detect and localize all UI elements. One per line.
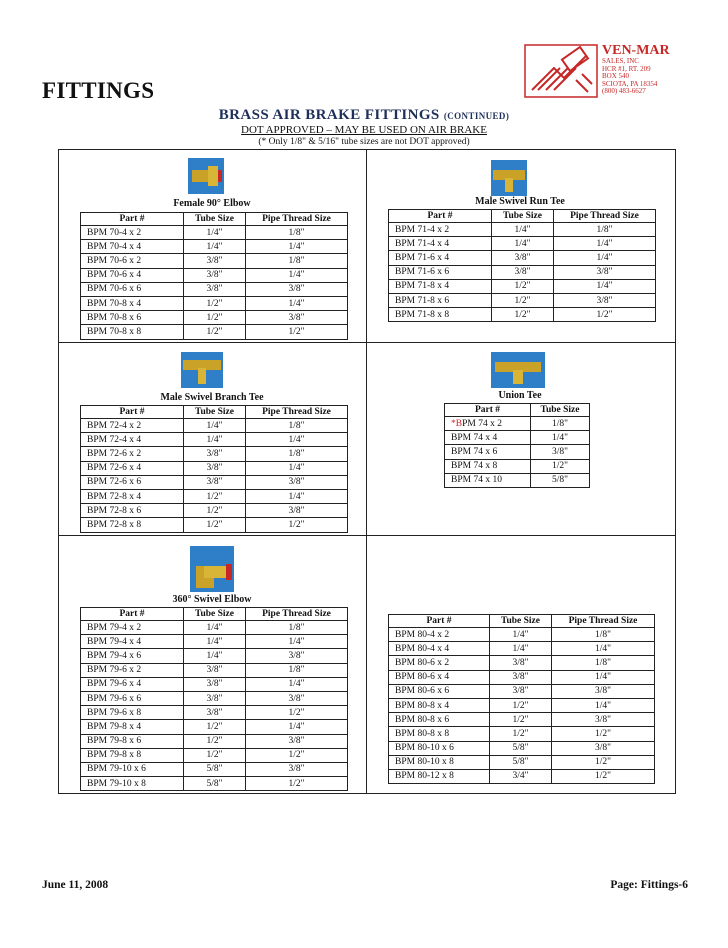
col-header-tube: Tube Size	[184, 213, 246, 226]
pipe-thread-cell: 1/4"	[246, 677, 348, 691]
part-number-cell: BPM 72-8 x 4	[81, 489, 184, 503]
table-row	[445, 473, 590, 487]
part-number-cell: BPM 80-8 x 6	[389, 713, 490, 727]
table-row	[81, 720, 348, 734]
part-number-cell: BPM 72-4 x 2	[81, 419, 184, 433]
pipe-thread-cell: 1/8"	[552, 656, 655, 670]
tube-size-cell: 3/8"	[184, 706, 246, 720]
table-row	[81, 475, 348, 489]
pipe-thread-cell: 3/8"	[554, 265, 656, 279]
parts-table-run-tee	[388, 209, 656, 322]
tube-size-cell: 1/2"	[492, 279, 554, 293]
tube-size-cell: 1/2"	[490, 698, 552, 712]
part-number-cell: BPM 80-4 x 4	[389, 642, 490, 656]
table-row	[81, 325, 348, 339]
col-header-pipe: Pipe Thread Size	[246, 608, 348, 621]
tube-size-cell: 1/8"	[531, 417, 590, 431]
pipe-thread-cell: 1/2"	[246, 777, 348, 791]
table-row	[445, 445, 590, 459]
table-row	[389, 755, 655, 769]
male-branch-tee-photo-icon	[181, 352, 223, 388]
logo-mark-icon	[524, 44, 598, 98]
tube-size-cell: 3/8"	[492, 251, 554, 265]
table-row	[389, 698, 655, 712]
table-row	[389, 237, 656, 251]
part-number-cell: BPM 74 x 4	[445, 431, 531, 445]
tube-size-cell: 1/4"	[184, 240, 246, 254]
table-row	[81, 691, 348, 705]
pipe-thread-cell: 1/4"	[246, 489, 348, 503]
grid-divider-row-1	[58, 342, 676, 343]
footer-page-number: Page: Fittings-6	[610, 879, 688, 891]
logo-brand: VEN-MAR	[602, 43, 670, 58]
pipe-thread-cell: 1/4"	[246, 720, 348, 734]
table-row	[389, 684, 655, 698]
pipe-thread-cell: 1/4"	[246, 461, 348, 475]
part-number-cell: BPM 80-8 x 4	[389, 698, 490, 712]
table-row	[81, 282, 348, 296]
tube-size-cell: 1/2"	[184, 296, 246, 310]
tube-size-cell: 3/8"	[184, 254, 246, 268]
tube-size-cell: 3/8"	[492, 265, 554, 279]
table-row	[389, 713, 655, 727]
col-header-tube: Tube Size	[490, 615, 552, 628]
part-number-cell: BPM 79-4 x 2	[81, 621, 184, 635]
male-run-tee-photo-icon	[491, 160, 527, 196]
tube-size-cell: 1/4"	[184, 226, 246, 240]
part-number-cell: BPM 74 x 8	[445, 459, 531, 473]
part-number-cell: BPM 80-8 x 8	[389, 727, 490, 741]
product-title-run-tee: Male Swivel Run Tee	[475, 196, 565, 207]
footer-date: June 11, 2008	[42, 879, 109, 891]
table-row	[389, 308, 656, 322]
part-number-cell: BPM 80-6 x 4	[389, 670, 490, 684]
table-row	[445, 459, 590, 473]
table-row	[389, 727, 655, 741]
table-row	[81, 254, 348, 268]
part-number-cell: BPM 72-6 x 4	[81, 461, 184, 475]
pipe-thread-cell: 3/8"	[554, 293, 656, 307]
grid-divider-vertical	[366, 149, 367, 794]
parts-table-swivel-elbow	[80, 607, 348, 791]
part-number-cell: BPM 79-4 x 4	[81, 635, 184, 649]
pipe-thread-cell: 3/8"	[246, 282, 348, 296]
table-row	[81, 419, 348, 433]
pipe-thread-cell: 3/8"	[552, 713, 655, 727]
part-number-cell: BPM 71-6 x 4	[389, 251, 492, 265]
tube-size-cell: 1/2"	[184, 504, 246, 518]
col-header-pipe: Pipe Thread Size	[246, 213, 348, 226]
table-row	[81, 433, 348, 447]
tube-size-cell: 3/8"	[184, 268, 246, 282]
tube-size-cell: 5/8"	[490, 741, 552, 755]
pipe-thread-cell: 1/4"	[552, 642, 655, 656]
logo-address: SALES, INC HCR #1, RT. 209 BOX 540 SCIOTA, PA 18354 (800) 483-6627	[602, 57, 658, 96]
table-row	[81, 663, 348, 677]
part-number-cell: BPM 79-6 x 8	[81, 706, 184, 720]
pipe-thread-cell: 1/2"	[246, 325, 348, 339]
table-row	[445, 431, 590, 445]
pipe-thread-cell: 1/2"	[246, 748, 348, 762]
col-header-part: Part #	[81, 406, 184, 419]
table-row	[445, 417, 590, 431]
part-number-cell: BPM 79-6 x 6	[81, 691, 184, 705]
table-row	[81, 504, 348, 518]
col-header-part: Part #	[81, 213, 184, 226]
tube-size-cell: 1/2"	[490, 713, 552, 727]
tube-size-cell: 1/4"	[490, 642, 552, 656]
page-title: FITTINGS	[42, 78, 155, 103]
part-number-cell: BPM 70-6 x 2	[81, 254, 184, 268]
pipe-thread-cell: 1/8"	[552, 628, 655, 642]
part-number-cell: BPM 80-6 x 2	[389, 656, 490, 670]
tube-size-cell: 1/2"	[492, 293, 554, 307]
part-number-cell: BPM 72-4 x 4	[81, 433, 184, 447]
part-number-cell: BPM 70-4 x 4	[81, 240, 184, 254]
tube-size-cell: 3/8"	[184, 677, 246, 691]
tube-size-cell: 3/8"	[490, 670, 552, 684]
table-row	[389, 656, 655, 670]
col-header-tube: Tube Size	[184, 406, 246, 419]
tube-size-cell: 1/4"	[490, 628, 552, 642]
tube-size-cell: 1/4"	[184, 635, 246, 649]
tube-size-cell: 3/8"	[490, 656, 552, 670]
pipe-thread-cell: 3/8"	[246, 691, 348, 705]
pipe-thread-cell: 1/2"	[552, 769, 655, 783]
table-row	[81, 268, 348, 282]
pipe-thread-cell: 1/8"	[246, 621, 348, 635]
tube-size-cell: 1/2"	[184, 325, 246, 339]
part-number-cell: BPM 79-8 x 8	[81, 748, 184, 762]
part-number-cell: BPM 80-12 x 8	[389, 769, 490, 783]
tube-size-cell: 3/8"	[184, 475, 246, 489]
pipe-thread-cell: 1/8"	[246, 419, 348, 433]
grid-divider-row-2	[58, 535, 676, 536]
tube-size-cell: 1/4"	[492, 237, 554, 251]
tube-size-cell: 3/8"	[184, 663, 246, 677]
part-number-cell: BPM 74 x 6	[445, 445, 531, 459]
pipe-thread-cell: 1/4"	[554, 279, 656, 293]
product-title-female-elbow: Female 90° Elbow	[173, 198, 251, 209]
table-row	[389, 741, 655, 755]
table-row	[389, 223, 656, 237]
table-row	[81, 762, 348, 776]
tube-size-cell: 1/4"	[184, 621, 246, 635]
table-row	[81, 226, 348, 240]
tube-size-cell: 1/2"	[184, 489, 246, 503]
tube-size-cell: 1/2"	[184, 518, 246, 532]
pipe-thread-cell: 3/8"	[552, 684, 655, 698]
tube-size-cell: 1/4"	[492, 223, 554, 237]
table-row	[389, 279, 656, 293]
col-header-tube: Tube Size	[531, 404, 590, 417]
product-title-swivel-elbow: 360° Swivel Elbow	[172, 594, 252, 605]
part-number-cell: BPM 72-8 x 8	[81, 518, 184, 532]
part-number-cell: BPM 80-4 x 2	[389, 628, 490, 642]
part-number-cell: BPM 79-10 x 8	[81, 777, 184, 791]
part-number-cell: BPM 71-6 x 6	[389, 265, 492, 279]
part-number-cell: BPM 71-8 x 8	[389, 308, 492, 322]
pipe-thread-cell: 1/4"	[552, 698, 655, 712]
pipe-thread-cell: 3/8"	[246, 475, 348, 489]
product-title-branch-tee: Male Swivel Branch Tee	[160, 392, 264, 403]
tube-size-cell: 3/8"	[184, 447, 246, 461]
pipe-thread-cell: 1/4"	[246, 296, 348, 310]
tube-size-cell: 5/8"	[184, 777, 246, 791]
table-row	[389, 251, 656, 265]
pipe-thread-cell: 1/4"	[552, 670, 655, 684]
pipe-thread-cell: 3/8"	[246, 649, 348, 663]
tube-size-cell: 1/4"	[531, 431, 590, 445]
tube-size-cell: 3/8"	[184, 461, 246, 475]
table-row	[81, 240, 348, 254]
parts-table-branch-tee	[80, 405, 348, 533]
part-number-cell: BPM 72-6 x 6	[81, 475, 184, 489]
col-header-part: Part #	[445, 404, 531, 417]
table-row	[81, 296, 348, 310]
col-header-part: Part #	[389, 210, 492, 223]
col-header-tube: Tube Size	[184, 608, 246, 621]
table-row	[389, 670, 655, 684]
pipe-thread-cell: 1/4"	[246, 240, 348, 254]
col-header-tube: Tube Size	[492, 210, 554, 223]
table-row	[389, 769, 655, 783]
tube-size-cell: 1/2"	[184, 720, 246, 734]
part-number-cell: BPM 70-8 x 6	[81, 311, 184, 325]
female-elbow-photo-icon	[188, 158, 224, 194]
tube-size-cell: 1/2"	[490, 727, 552, 741]
section-title: BRASS AIR BRAKE FITTINGS (CONTINUED)	[218, 107, 510, 123]
tube-size-cell: 1/2"	[184, 748, 246, 762]
pipe-thread-cell: 1/2"	[552, 727, 655, 741]
tube-size-cell: 5/8"	[531, 473, 590, 487]
part-number-cell: BPM 80-10 x 6	[389, 741, 490, 755]
part-number-cell: BPM 70-6 x 6	[81, 282, 184, 296]
pipe-thread-cell: 1/8"	[246, 226, 348, 240]
part-number-cell: BPM 71-8 x 6	[389, 293, 492, 307]
company-logo	[524, 44, 694, 100]
tube-size-cell: 3/8"	[184, 282, 246, 296]
pipe-thread-cell: 1/4"	[554, 237, 656, 251]
part-number-cell: BPM 70-4 x 2	[81, 226, 184, 240]
part-number-cell: BPM 79-6 x 2	[81, 663, 184, 677]
pipe-thread-cell: 1/4"	[246, 433, 348, 447]
part-number-cell: BPM 70-8 x 8	[81, 325, 184, 339]
pipe-thread-cell: 1/2"	[246, 706, 348, 720]
part-number-cell: BPM 70-6 x 4	[81, 268, 184, 282]
col-header-part: Part #	[81, 608, 184, 621]
table-row	[81, 489, 348, 503]
table-row	[81, 649, 348, 663]
table-row	[81, 621, 348, 635]
tube-size-cell: 3/8"	[531, 445, 590, 459]
table-row	[81, 734, 348, 748]
tube-size-cell: 1/4"	[184, 649, 246, 663]
part-number-cell: BPM 74 x 10	[445, 473, 531, 487]
col-header-pipe: Pipe Thread Size	[246, 406, 348, 419]
part-number-cell: BPM 79-4 x 6	[81, 649, 184, 663]
table-row	[81, 748, 348, 762]
table-row	[81, 635, 348, 649]
pipe-thread-cell: 3/8"	[246, 311, 348, 325]
swivel-elbow-photo-icon	[190, 546, 234, 592]
part-number-cell: BPM 71-4 x 2	[389, 223, 492, 237]
pipe-thread-cell: 1/8"	[246, 663, 348, 677]
tube-size-cell: 1/2"	[531, 459, 590, 473]
part-number-cell: BPM 79-8 x 6	[81, 734, 184, 748]
pipe-thread-cell: 3/8"	[246, 504, 348, 518]
tube-size-cell: 5/8"	[490, 755, 552, 769]
product-title-union-tee: Union Tee	[498, 390, 542, 401]
col-header-pipe: Pipe Thread Size	[554, 210, 656, 223]
table-row	[389, 293, 656, 307]
tube-size-cell: 1/2"	[184, 311, 246, 325]
col-header-pipe: Pipe Thread Size	[552, 615, 655, 628]
part-number-cell: BPM 72-8 x 6	[81, 504, 184, 518]
table-row	[389, 628, 655, 642]
part-number-cell: BPM 71-4 x 4	[389, 237, 492, 251]
table-row	[81, 518, 348, 532]
part-number-cell: BPM 80-6 x 6	[389, 684, 490, 698]
pipe-thread-cell: 1/4"	[246, 268, 348, 282]
tube-size-cell: 1/2"	[184, 734, 246, 748]
table-row	[389, 642, 655, 656]
dot-approval-note: (* Only 1/8" & 5/16" tube sizes are not DOT approved)	[258, 137, 470, 147]
table-row	[81, 706, 348, 720]
pipe-thread-cell: 1/4"	[554, 251, 656, 265]
pipe-thread-cell: 3/8"	[246, 762, 348, 776]
table-row	[81, 447, 348, 461]
dot-approved-line: DOT APPROVED – MAY BE USED ON AIR BRAKE	[241, 124, 487, 136]
part-number-cell: BPM 79-8 x 4	[81, 720, 184, 734]
pipe-thread-cell: 1/8"	[554, 223, 656, 237]
part-number-cell: BPM 71-8 x 4	[389, 279, 492, 293]
tube-size-cell: 1/2"	[492, 308, 554, 322]
table-row	[81, 461, 348, 475]
part-number-cell: BPM 79-6 x 4	[81, 677, 184, 691]
parts-table-female-elbow	[80, 212, 348, 340]
part-number-cell: BPM 70-8 x 4	[81, 296, 184, 310]
tube-size-cell: 3/8"	[490, 684, 552, 698]
tube-size-cell: 1/4"	[184, 433, 246, 447]
part-number-cell: BPM 79-10 x 6	[81, 762, 184, 776]
pipe-thread-cell: 1/2"	[554, 308, 656, 322]
parts-table-bpm80	[388, 614, 655, 784]
pipe-thread-cell: 1/2"	[552, 755, 655, 769]
col-header-part: Part #	[389, 615, 490, 628]
part-number-cell: BPM 80-10 x 8	[389, 755, 490, 769]
tube-size-cell: 1/4"	[184, 419, 246, 433]
union-tee-photo-icon	[491, 352, 545, 388]
pipe-thread-cell: 1/2"	[246, 518, 348, 532]
part-number-cell: *BPM 74 x 2	[445, 417, 531, 431]
part-number-cell: BPM 72-6 x 2	[81, 447, 184, 461]
table-row	[81, 677, 348, 691]
table-row	[389, 265, 656, 279]
pipe-thread-cell: 1/8"	[246, 254, 348, 268]
pipe-thread-cell: 3/8"	[246, 734, 348, 748]
table-row	[81, 311, 348, 325]
pipe-thread-cell: 3/8"	[552, 741, 655, 755]
tube-size-cell: 3/8"	[184, 691, 246, 705]
pipe-thread-cell: 1/4"	[246, 635, 348, 649]
table-row	[81, 777, 348, 791]
pipe-thread-cell: 1/8"	[246, 447, 348, 461]
parts-table-union-tee	[444, 403, 590, 488]
tube-size-cell: 5/8"	[184, 762, 246, 776]
tube-size-cell: 3/4"	[490, 769, 552, 783]
